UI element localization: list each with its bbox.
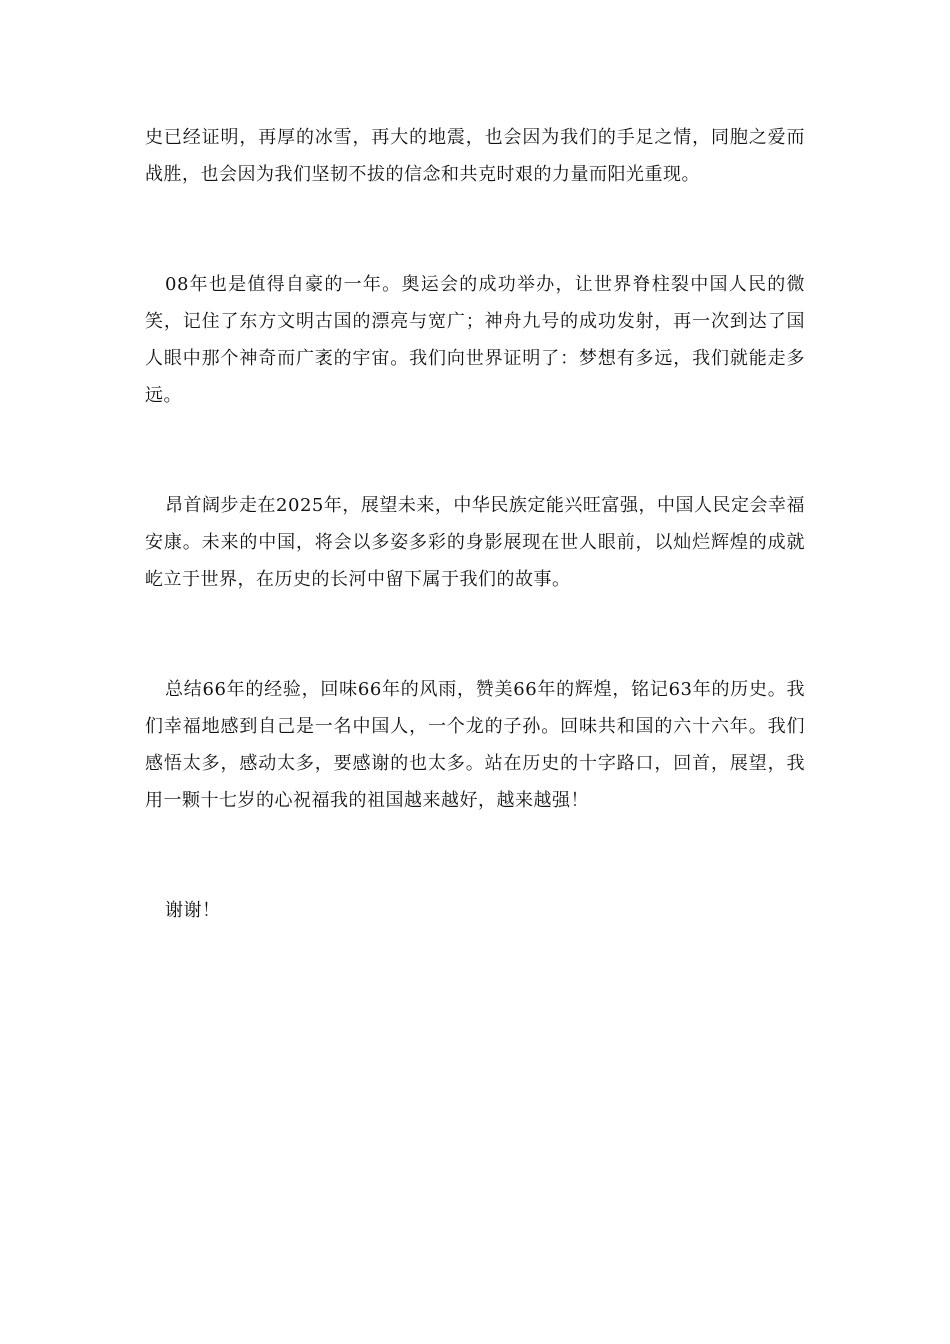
paragraph-thanks: 谢谢！ xyxy=(165,900,221,921)
paragraph-2008: 08年也是值得自豪的一年。奥运会的成功举办，让世界脊柱裂中国人民的微笑，记住了东方文明古国的漂亮与宽广；神舟九号的成功发射，再一次到达了国人眼中那个神奇而广袤的宇宙。我们向世界证明了：梦想有多远，我们就能走多远。 xyxy=(145,274,805,406)
document-body xyxy=(145,119,805,929)
paragraph-history: 史已经证明，再厚的冰雪，再大的地震，也会因为我们的手足之情，同胞之爱而战胜，也会因为我们坚韧不拔的信念和共克时艰的力量而阳光重现。 xyxy=(145,127,805,185)
paragraph-future: 昂首阔步走在2025年，展望未来，中华民族定能兴旺富强，中国人民定会幸福安康。未来的中国，将会以多姿多彩的身影展现在世人眼前，以灿烂辉煌的成就屹立于世界，在历史的长河中留下属于我们的故事。 xyxy=(145,495,805,590)
paragraph-summary: 总结66年的经验，回味66年的风雨，赞美66年的辉煌，铭记63年的历史。我们幸福地感到自己是一名中国人，一个龙的子孙。回味共和国的六十六年。我们感悟太多，感动太多，要感谢的也太多。站在历史的十字路口，回首，展望，我用一颗十七岁的心祝福我的祖国越来越好，越来越强！ xyxy=(145,679,805,811)
